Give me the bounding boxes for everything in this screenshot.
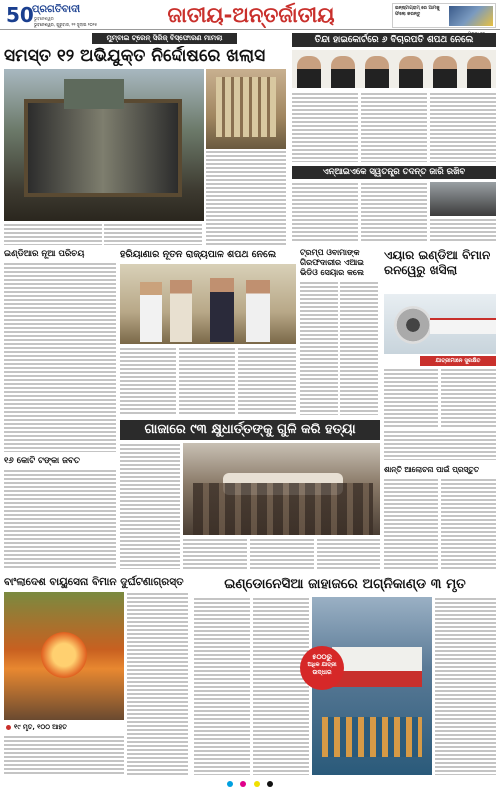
haryana-body-col3 <box>238 347 296 415</box>
air-india-body-col2 <box>441 368 496 428</box>
judge-portrait <box>399 56 423 88</box>
air-india-headline-text: ଏୟାର ଇଣ୍ଡିଆ ବିମାନ ରନୱେରୁ ଖସିଲା <box>384 248 491 277</box>
hc-judges-photo <box>292 50 496 88</box>
judge-portrait <box>467 56 491 88</box>
bullet-icon <box>6 725 11 730</box>
judge-portrait <box>433 56 457 88</box>
bangladesh-body-col2 <box>127 592 188 775</box>
air-india-headline <box>384 248 496 292</box>
promo-box <box>392 3 496 28</box>
nia-body-col1 <box>292 182 358 242</box>
registration-dot <box>254 781 260 787</box>
promo-image <box>449 6 493 26</box>
registration-dot <box>227 781 233 787</box>
left-headline-2: ୧୬ କୋଟି ଟଙ୍କା ଜବତ <box>4 456 80 466</box>
date-line: ଭୁବନେଶ୍ୱର, ଗୁରୁବାର, ୨୨ ଜୁଲାଇ ୨୦୨୫ <box>34 22 98 27</box>
air-india-tag: ଯାତ୍ରୀମାନେ ସୁରକ୍ଷିତ <box>420 356 496 366</box>
masthead <box>0 0 500 30</box>
lead-body-col1 <box>4 223 102 245</box>
badge-line-2: ଅଧିକ ଯାତ୍ରୀ <box>307 662 337 668</box>
bangladesh-caption: ୧୯ ମୃତ, ୧୦୦ ଆହତ <box>14 723 67 731</box>
hc-body-col1 <box>292 92 358 162</box>
left-story-2-body <box>4 469 116 569</box>
hc-body-col2 <box>361 92 427 162</box>
brand-name: ପ୍ରଗତିବାଦୀ <box>32 4 81 15</box>
ceasefire-body-col1 <box>384 478 438 569</box>
nia-photo-smoke <box>430 182 496 216</box>
judge-portrait <box>365 56 389 88</box>
bangladesh-body-under <box>4 735 124 775</box>
gaza-body-col4 <box>317 538 380 569</box>
lead-kicker: ମୁମ୍ବାଇ ଟ୍ରେନ୍ ସିରିଜ୍ ବିସ୍ଫୋରଣ ମାମଲା <box>92 33 237 44</box>
registration-bar <box>0 779 500 785</box>
trump-body-col1 <box>300 281 338 415</box>
nia-body-col3 <box>430 218 496 242</box>
lead-photo-train <box>4 69 204 221</box>
lead-body-col2 <box>104 223 202 245</box>
gaza-headline: ଗାଜାରେ ୯୩ କ୍ଷୁଧାର୍ତ୍ତଙ୍କୁ ଗୁଳି କରି ହତ୍ୟା <box>120 420 380 440</box>
haryana-photo <box>120 264 296 344</box>
indonesia-headline: ଇଣ୍ଡୋନେସିଆ ଜାହାଜରେ ଅଗ୍ନିକାଣ୍ଡ ୩ ମୃତ <box>224 576 466 592</box>
haryana-body-col2 <box>179 347 235 415</box>
air-india-body-col3 <box>384 430 496 460</box>
nia-headline: ଏନ୍ଆଇଏକେ ସ୍ୱତନ୍ତ୍ର ତଦନ୍ତ ଜାରି ରଖିବ <box>292 166 496 179</box>
nia-body-col2 <box>361 182 427 242</box>
registration-dot <box>267 781 273 787</box>
anniversary-logo <box>6 3 32 27</box>
trump-headline-text: ଟ୍ରମ୍ପ ଓବାମାଙ୍କ ଗିରଫଦାରୀର ଏଆଇ ଭିଡିଓ ସେୟାର କଲେ <box>300 248 364 277</box>
judge-portrait <box>331 56 355 88</box>
air-india-body-col1 <box>384 368 438 428</box>
bangladesh-photo <box>4 592 124 720</box>
haryana-body-col1 <box>120 347 176 415</box>
ceasefire-body-col2 <box>441 478 496 569</box>
lead-body-col3 <box>206 150 286 245</box>
badge-line-1: ୫୦୦ରୁ <box>312 653 332 661</box>
lead-headline: ସମସ୍ତ ୧୨ ଅଭିଯୁକ୍ତ ନିର୍ଦ୍ଦୋଷରେ ଖଲାସ <box>4 46 266 66</box>
registration-dot <box>240 781 246 787</box>
logo-number: 50 <box>6 3 34 27</box>
brand-tagline: ଭୁବନେଶ୍ୱର <box>34 16 54 21</box>
gaza-body-col3 <box>250 538 314 569</box>
indonesia-body-col3 <box>435 597 496 775</box>
haryana-headline: ହରିୟାଣାର ନୂତନ ରାଜ୍ୟପାଳ ଶପଥ ନେଲେ <box>120 249 277 260</box>
promo-text: ଇନ୍ଷ୍ଟାଗ୍ରାମ୍ ରେ ଆମକୁ ଫଲୋ କରନ୍ତୁ <box>395 6 440 17</box>
badge-line-3: ଉଦ୍ଧାର <box>312 669 332 676</box>
indonesia-badge <box>300 646 344 690</box>
ceasefire-headline: ଶାନ୍ତି ଆଲୋଚନା ପାଇଁ ପ୍ରସ୍ତୁତ <box>384 465 480 474</box>
gaza-photo <box>183 443 380 535</box>
gaza-body-col1 <box>120 443 180 569</box>
hc-body-col3 <box>430 92 496 162</box>
bangladesh-headline: ବାଂଲାଦେଶ ବାୟୁସେନା ବିମାନ ଦୁର୍ଘଟଣାଗ୍ରସ୍ତ <box>4 576 184 588</box>
indonesia-body-col1 <box>194 597 250 775</box>
left-story-1-body <box>4 262 116 452</box>
trump-body-col2 <box>340 281 378 415</box>
indonesia-body-col2 <box>253 597 309 775</box>
hc-headline: ତିନ୍ଦା ହାଇକୋର୍ଟରେ ୬ ବିଚାରପତି ଶପଥ ନେଲେ <box>292 33 496 47</box>
left-headline-1: ଇଣ୍ଡିଆର ନୂଆ ପରିଚୟ <box>4 249 85 259</box>
bangladesh-caption-bar <box>4 722 124 733</box>
gaza-body-col2 <box>183 538 247 569</box>
air-india-photo <box>384 294 496 354</box>
section-title: ଜାତୀୟ-ଅନ୍ତର୍ଜାତୀୟ <box>167 3 335 27</box>
trump-headline <box>300 248 378 278</box>
lead-photo-court <box>206 69 286 149</box>
judge-portrait <box>297 56 321 88</box>
